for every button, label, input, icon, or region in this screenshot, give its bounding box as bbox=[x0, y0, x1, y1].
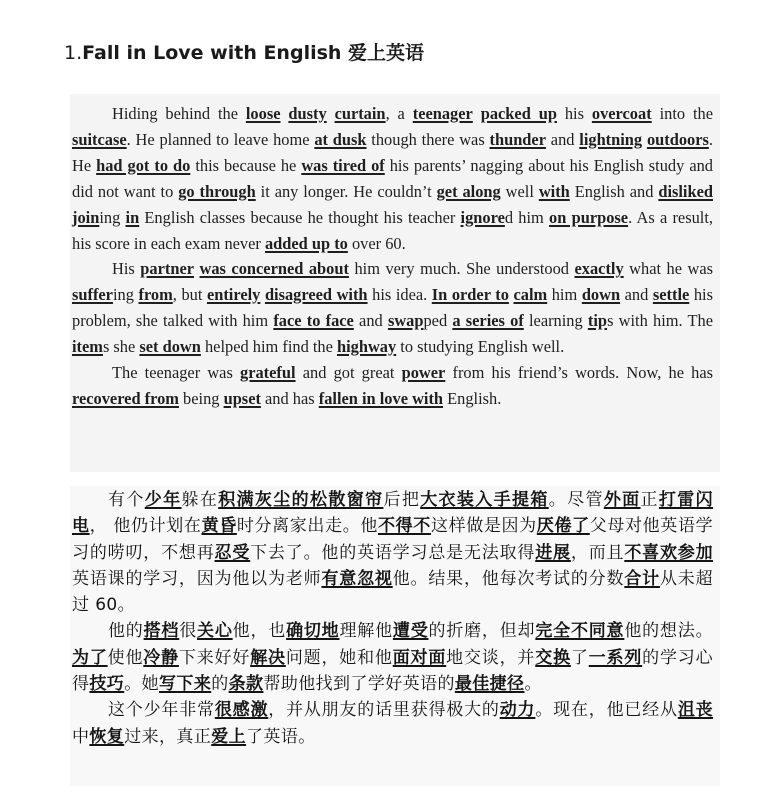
vocab-term: dusty bbox=[288, 104, 327, 123]
vocab-term: disagreed with bbox=[264, 285, 368, 305]
vocab-term: get along bbox=[436, 181, 501, 201]
vocab-term: 关心 bbox=[197, 621, 233, 642]
vocab-term: teenager bbox=[412, 104, 473, 123]
text-run: 问题，她和他 bbox=[285, 647, 393, 668]
vocab-term: 黄昏 bbox=[201, 516, 237, 537]
vocab-term: 一系列 bbox=[588, 647, 643, 668]
vocab-term: 合计 bbox=[624, 568, 660, 589]
vocab-term: lightning bbox=[579, 129, 643, 149]
vocab-term: added up to bbox=[264, 233, 348, 253]
text-run: 有个 bbox=[108, 490, 145, 510]
vocab-term: suffer bbox=[72, 285, 113, 305]
vocab-term: 解决 bbox=[250, 647, 286, 668]
text-run: though there was bbox=[366, 129, 490, 149]
title-text: Fall in Love with English 爱上英语 bbox=[82, 42, 425, 64]
text-run: 。 bbox=[524, 674, 542, 695]
vocab-term: grateful bbox=[240, 363, 296, 383]
vocab-term: 爱上 bbox=[211, 726, 247, 747]
vocab-term: curtain bbox=[334, 104, 386, 123]
text-run: English. bbox=[443, 388, 502, 408]
text-run: 时分离家出走。他 bbox=[236, 516, 378, 537]
text-run: 了英语。 bbox=[246, 726, 316, 747]
text-run: s she bbox=[102, 337, 140, 357]
text-run: 他的想法。 bbox=[624, 621, 713, 642]
vocab-term: item bbox=[72, 337, 103, 357]
text-run: 这样做是因为 bbox=[430, 516, 537, 537]
vocab-term: 很感激 bbox=[214, 700, 269, 721]
text-run: him bbox=[547, 285, 582, 305]
text-run: ，并从朋友的话里获得极大的 bbox=[268, 700, 500, 721]
vocab-term: 动力 bbox=[499, 700, 536, 721]
text-run bbox=[327, 104, 335, 123]
text-run: 了 bbox=[570, 647, 589, 668]
vocab-term: at dusk bbox=[314, 129, 367, 149]
text-run: Hiding behind the bbox=[112, 104, 246, 123]
vocab-term: 外面 bbox=[603, 490, 641, 510]
vocab-term: 厌倦了 bbox=[536, 516, 590, 537]
text-run: and bbox=[620, 285, 653, 305]
text-run: well bbox=[500, 181, 539, 201]
text-run: over 60. bbox=[347, 233, 406, 253]
vocab-term: a series of bbox=[452, 311, 524, 331]
vocab-term: calm bbox=[513, 285, 548, 305]
text-run: 帮助他找到了学好英语的 bbox=[263, 674, 455, 695]
vocab-term: upset bbox=[223, 388, 261, 408]
vocab-term: 忍受 bbox=[214, 542, 251, 563]
vocab-term: recovered from bbox=[72, 388, 179, 408]
vocab-term: on purpose bbox=[549, 207, 629, 227]
text-run: 正 bbox=[640, 490, 659, 510]
text-run: 他。结果，他每次考试的分数 bbox=[392, 568, 625, 589]
text-run: 理解他 bbox=[339, 621, 393, 642]
text-run: him very much. She understood bbox=[348, 259, 575, 279]
text-run: 从未超过 60。 bbox=[72, 568, 713, 616]
text-run: 使他 bbox=[107, 647, 144, 668]
text-run: helped him find the bbox=[200, 337, 337, 357]
page-title bbox=[64, 38, 424, 65]
text-run: 地交谈，并 bbox=[446, 647, 536, 668]
vocab-term: in bbox=[125, 207, 140, 227]
vocab-term: 不得不 bbox=[378, 516, 431, 537]
text-run: learning bbox=[523, 311, 588, 331]
vocab-term: fallen in love with bbox=[318, 388, 444, 408]
chinese-paragraph bbox=[72, 487, 713, 618]
text-run: . As a result, his score in each exam never bbox=[72, 207, 713, 253]
vocab-term: 写下来 bbox=[159, 674, 212, 695]
vocab-term: 交换 bbox=[535, 647, 571, 668]
text-run bbox=[473, 104, 481, 123]
text-run: ，而且 bbox=[570, 542, 625, 563]
text-run: and bbox=[545, 129, 580, 149]
vocab-term: 条款 bbox=[228, 674, 264, 695]
text-run: ， 他仍计划在 bbox=[89, 516, 202, 537]
text-run: 很 bbox=[179, 621, 198, 642]
text-run: 的 bbox=[211, 674, 229, 695]
vocab-term: 沮丧 bbox=[677, 700, 714, 721]
vocab-term: settle bbox=[652, 285, 690, 305]
text-run: 中 bbox=[72, 726, 90, 747]
text-run: to studying English well. bbox=[396, 337, 565, 357]
vocab-term: 最佳捷径 bbox=[454, 674, 525, 695]
text-run: 他的 bbox=[108, 621, 144, 642]
text-run: and bbox=[353, 311, 388, 331]
vocab-term: 打雷闪电 bbox=[72, 490, 714, 537]
text-run: English classes because he thought his teacher bbox=[139, 207, 461, 227]
vocab-term: 面对面 bbox=[392, 647, 447, 668]
text-run: 下去了。他的英语学习总是无法取得 bbox=[250, 542, 536, 563]
vocab-term: was tired of bbox=[301, 155, 385, 175]
vocab-term: 积满灰尘的松散窗帘 bbox=[218, 490, 384, 510]
english-paragraph bbox=[72, 101, 713, 256]
text-run: 。现在，他已经从 bbox=[535, 700, 678, 721]
vocab-term: 进展 bbox=[535, 542, 571, 563]
text-run: his parents’ nagging about his English study and did not want to bbox=[72, 155, 713, 201]
text-run: what he was bbox=[623, 259, 713, 279]
text-run: 。她 bbox=[124, 674, 160, 695]
vocab-term: 完全不同意 bbox=[535, 621, 625, 642]
vocab-term: outdoors bbox=[646, 129, 709, 149]
vocab-term: 确切地 bbox=[286, 621, 340, 642]
text-run: his idea. bbox=[367, 285, 432, 305]
vocab-term: join bbox=[72, 207, 100, 227]
vocab-term: 冷静 bbox=[143, 647, 179, 668]
text-run: 。尽管 bbox=[548, 490, 604, 510]
vocab-term: overcoat bbox=[591, 104, 652, 123]
vocab-term: 遭受 bbox=[392, 621, 429, 642]
vocab-term: 搭档 bbox=[143, 621, 180, 642]
text-run: 后把 bbox=[383, 490, 421, 510]
vocab-term: loose bbox=[245, 104, 281, 123]
text-run: 英语课的学习，因为他以为老师 bbox=[72, 568, 322, 589]
vocab-term: 技巧 bbox=[89, 674, 125, 695]
text-run: The teenager was bbox=[112, 363, 241, 383]
vocab-term: power bbox=[401, 363, 446, 383]
text-run: . He bbox=[72, 129, 713, 175]
text-run: 的折磨，但却 bbox=[428, 621, 536, 642]
text-run: ped bbox=[423, 311, 453, 331]
text-run: his bbox=[556, 104, 592, 123]
text-run: 下来好好 bbox=[178, 647, 251, 668]
vocab-term: tip bbox=[587, 311, 608, 331]
vocab-term: partner bbox=[140, 259, 194, 279]
text-run: s with him. The bbox=[607, 311, 714, 331]
english-paragraph bbox=[72, 256, 713, 360]
english-passage bbox=[72, 101, 713, 412]
text-run: English and bbox=[569, 181, 659, 201]
text-run: and has bbox=[260, 388, 319, 408]
text-run: this because he bbox=[190, 155, 302, 175]
text-run: 过来，真正 bbox=[124, 726, 212, 747]
vocab-term: thunder bbox=[489, 129, 546, 149]
vocab-term: with bbox=[538, 181, 570, 201]
vocab-term: 大衣装入手提箱 bbox=[420, 490, 549, 510]
vocab-term: go through bbox=[178, 181, 256, 201]
vocab-term: suitcase bbox=[72, 129, 127, 149]
text-run: from his friend’s words. Now, he has bbox=[445, 363, 713, 383]
vocab-term: 恢复 bbox=[89, 726, 125, 747]
chinese-passage bbox=[72, 487, 713, 750]
text-run: , a bbox=[385, 104, 413, 123]
vocab-term: entirely bbox=[206, 285, 261, 305]
text-run: 的学习心得 bbox=[72, 647, 714, 695]
text-run: ing bbox=[112, 285, 139, 305]
text-run: His bbox=[112, 259, 141, 279]
english-paragraph bbox=[72, 360, 713, 412]
vocab-term: packed up bbox=[480, 104, 557, 123]
vocab-term: from bbox=[138, 285, 173, 305]
vocab-term: face to face bbox=[273, 311, 354, 331]
vocab-term: 不喜欢参加 bbox=[624, 542, 713, 563]
vocab-term: 少年 bbox=[144, 490, 182, 510]
text-run: his problem, she talked with him bbox=[72, 285, 713, 331]
chinese-paragraph bbox=[72, 697, 713, 750]
text-run: 父母对他英语学习的唠叨，不想再 bbox=[72, 516, 713, 563]
vocab-term: 为了 bbox=[72, 647, 108, 668]
vocab-term: had got to do bbox=[96, 155, 191, 175]
vocab-term: ignore bbox=[460, 207, 505, 227]
text-run: and got great bbox=[295, 363, 402, 383]
vocab-term: swap bbox=[387, 311, 424, 331]
vocab-term: disliked bbox=[658, 181, 713, 201]
vocab-term: In order to bbox=[431, 285, 509, 305]
text-run: being bbox=[178, 388, 224, 408]
text-run: 躲在 bbox=[181, 490, 219, 510]
text-run: 他，也 bbox=[232, 621, 287, 642]
vocab-term: was concerned about bbox=[199, 259, 349, 279]
chinese-paragraph bbox=[72, 618, 713, 697]
vocab-term: exactly bbox=[574, 259, 624, 279]
text-run: d him bbox=[504, 207, 550, 227]
text-run: it any longer. He couldn’t bbox=[255, 181, 437, 201]
vocab-term: set down bbox=[139, 337, 201, 357]
text-run: . He planned to leave home bbox=[126, 129, 315, 149]
text-run: 这个少年非常 bbox=[108, 700, 215, 721]
vocab-term: highway bbox=[336, 337, 397, 357]
text-run: ing bbox=[99, 207, 126, 227]
text-run: , but bbox=[172, 285, 207, 305]
vocab-term: down bbox=[581, 285, 621, 305]
title-number: 1. bbox=[64, 42, 83, 64]
vocab-term: 有意忽视 bbox=[321, 568, 393, 589]
text-run: into the bbox=[651, 104, 713, 123]
